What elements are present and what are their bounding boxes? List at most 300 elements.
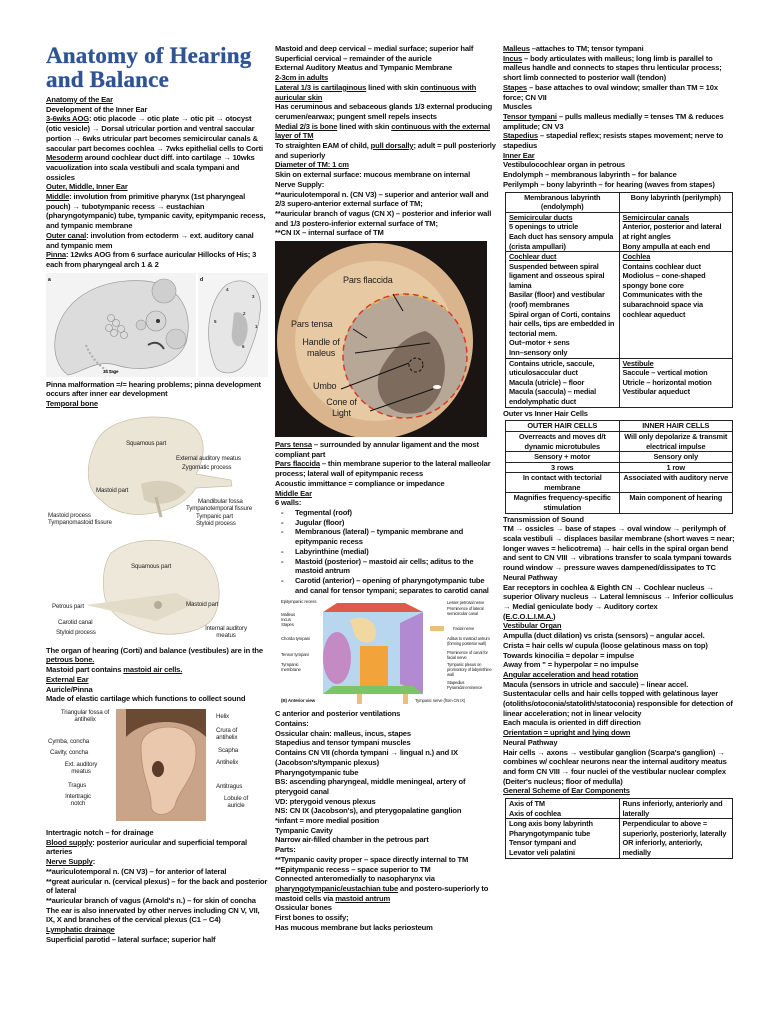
label-pars-flaccida: Pars flaccida [343, 275, 393, 286]
table-cell: Will only depolarize & transmit electrical impulse [619, 431, 733, 451]
line-text: **CN IX – internal surface of TM [275, 228, 384, 238]
line-text: around cochlear duct diff. into cartilage → 10wks vacuolization into scala vestibuli and scala tympani and ossicles [46, 153, 255, 182]
wall-list-item: - Carotid (anterior) – opening of pharyngotympanic tube and canal for tensor tympani; separates to carotid canal [275, 576, 497, 595]
line-text: BS: ascending pharyngeal, middle meningeal, artery of pterygoid canal [275, 777, 466, 796]
text-line [275, 54, 497, 64]
underlined-term: Mesoderm [46, 153, 83, 163]
section-heading: Middle Ear [275, 488, 312, 498]
text-line [503, 131, 735, 150]
text-line [503, 689, 735, 718]
text-line [275, 180, 497, 190]
line-text: C anterior and posterior ventilations [275, 709, 401, 719]
line-text: Hair cells → axons → vestibular ganglion (Scarpa's ganglion) → combines w/ cochlear neurons near the internal auditory meatus and form CN VIII → four nuclei of the vestibular nuclear complex (Deiter's nucleus; floor of medulla) [503, 747, 727, 786]
text-line [503, 621, 735, 631]
table-row [506, 819, 733, 858]
figure-temporal-bone-medial [46, 533, 268, 643]
label-mastoid-part-medial: Mastoid part [186, 600, 219, 608]
underlined-term: Nerve Supply [46, 857, 93, 867]
line-text: Mastoid part contains [46, 665, 124, 675]
label-cone-of-light: Cone of Light [326, 397, 357, 419]
line-text: First bones to ossify; [275, 913, 349, 923]
cell-line: Bony ampulla at each end [622, 241, 711, 251]
underlined-term: 3-6wks AOG [46, 114, 89, 124]
text-line [46, 877, 268, 896]
text-line [46, 105, 268, 115]
column-1 [46, 44, 268, 944]
line-text: Auricle/Pinna [46, 684, 93, 694]
text-line [503, 83, 735, 102]
wall-list-item: - Mastoid (posterior) – mastoid air cells; aditus to the mastoid antrum [275, 557, 497, 576]
text-line [503, 660, 735, 670]
svg-text:3: 3 [252, 293, 255, 299]
text-line [275, 709, 497, 719]
section-heading: 2-3cm in adults [275, 73, 329, 83]
col2-text-block-3 [275, 709, 497, 932]
text-line [503, 680, 735, 690]
hair-cells-table-body [506, 431, 733, 513]
line-text: **great auricular n. (cervical plexus) – for the back and posterior of lateral [46, 876, 268, 896]
line-text: : otic placode → otic plate → otic pit → otocyst (otic vesicle) → Dorsal utricular portion and ventral saccular portion → 6wks utricular part becomes semicircular canals & saccular part becomes cochlea → 7wks epithelial cells to Corti [46, 114, 263, 153]
cell-title: Vestibule [622, 358, 654, 368]
line-text: – body articulates with malleus; long limb is parallel to malleus handle and connects to stapes thru lenticular process; short limb connected to posterior wall (tendon) [503, 53, 722, 83]
line-text: **auricular branch of vagus (Arnold's n.) – for skin of concha [46, 895, 256, 905]
table-cell: 1 row [619, 462, 733, 473]
col3-text-block-2 [503, 515, 735, 796]
text-line [275, 738, 497, 748]
label-mastoid-process: Mastoid process [48, 511, 91, 519]
label-epitympanic-recess: Epitympanic recess [281, 599, 317, 605]
line-text: Parts: [275, 845, 296, 855]
line-text: **Epitympanic recess – space superior to TM [275, 864, 431, 874]
cell-line: Long axis bony labyrinth [509, 819, 593, 829]
label-styloid-process: Styloid process [196, 519, 236, 527]
underlined-term: Stapes [503, 82, 528, 92]
cell-title: Semicircular ducts [509, 212, 573, 222]
cell-title: Cochlear duct [509, 252, 557, 262]
text-line [503, 170, 735, 180]
text-line [46, 182, 268, 192]
label-tragus: Tragus [68, 781, 87, 789]
text-line [46, 867, 268, 877]
text-line [275, 141, 497, 160]
label-triangular-fossa: Triangular fossa of antihelix [60, 708, 110, 723]
underlined-term: Stapedius [503, 131, 538, 141]
label-facial-nerve: Facial nerve [453, 626, 475, 632]
section-heading: Anatomy of the Ear [46, 95, 113, 104]
label-tympanic-part: Tympanic part [196, 512, 233, 520]
line-text: : posterior auricular and superficial temporal arteries [46, 837, 248, 857]
text-line [503, 54, 735, 83]
text-line [46, 906, 268, 925]
cell-line: Tensor tympani and [509, 838, 576, 848]
col1-text-block-3 [46, 646, 268, 704]
line-text: Vestibulocochlear organ in petrous [503, 160, 625, 170]
line-text: lined with skin [337, 121, 392, 131]
col2-text-block-2 [275, 440, 497, 508]
underlined-term: Pars flaccida [275, 459, 320, 469]
text-line [275, 719, 497, 729]
underlined-term: Lateral 1/3 is cartilaginous [275, 82, 367, 92]
line-text: External Auditory Meatus and Tympanic Membrane [275, 63, 453, 73]
label-helix: Helix [216, 712, 230, 720]
hair-cells-heading: Outer vs Inner Hair Cells [503, 408, 588, 418]
general-scheme-table-body [506, 799, 733, 859]
text-line [275, 923, 497, 933]
text-line [275, 63, 497, 73]
label-umbo: Umbo [313, 381, 337, 392]
text-line [275, 777, 497, 796]
svg-text:34 Tage: 34 Tage [103, 368, 119, 374]
line-text: Skin on external surface: mucous membrane on internal [275, 170, 471, 180]
title-line-2: and Balance [46, 67, 169, 92]
line-text: Sustentacular cells and hair cells topped with gelatinous layer (otoliths/otoconia/statolith/statoconia) responsible for detection of linear acceleration; not in linear velocity [503, 689, 733, 718]
cell-line: Contains utricle, saccule, uticulosaccular duct [509, 358, 595, 378]
line-text: – surrounded by annular ligament and the most compliant part [275, 440, 479, 459]
labyrinth-table [505, 192, 733, 408]
label-stapes: Stapes [281, 622, 294, 628]
text-line [46, 857, 268, 867]
label-canal-facial-nerve: Prominence of canal for facial nerve [447, 650, 488, 661]
svg-text:d: d [200, 276, 203, 283]
line-text: **Tympanic cavity proper – space directly internal to TM [275, 854, 469, 864]
figure-middle-ear-walls [275, 598, 497, 706]
line-text: Ossicular bones [275, 903, 332, 913]
text-line [275, 748, 497, 767]
text-line [275, 835, 497, 845]
section-heading: Diameter of TM: 1 cm [275, 160, 349, 170]
column-2 [275, 44, 497, 932]
cell-line: 5 openings to utricle [509, 222, 579, 232]
line-text: NS: CN IX (Jacobson's), and pterygopalatine ganglion [275, 806, 462, 816]
text-line [46, 665, 268, 675]
text-line [46, 838, 268, 857]
line-text: – stapedial reflex; resists stapes movement; nerve to stapedius [503, 131, 724, 151]
text-line [46, 828, 268, 838]
cell-title: Semicircular canals [622, 212, 690, 222]
text-line [46, 896, 268, 906]
underlined-term: pull dorsally [370, 141, 414, 151]
text-line [46, 250, 268, 269]
label-tensor-tympani: Tensor tympani [281, 652, 309, 658]
label-mandibular-fossa: Mandibular fossa [198, 497, 243, 505]
text-line [275, 845, 497, 855]
table-cell [619, 252, 733, 359]
table-cell: Sensory only [619, 452, 733, 463]
line-text: **auricular branch of vagus (CN X) – posterior and inferior wall and 1/3 postero-inferior external surface of TM; [275, 208, 492, 228]
line-text: Made of elastic cartilage which functions to collect sound [46, 694, 246, 704]
wall-list-item: - Jugular (floor) [275, 518, 497, 528]
cell-line: Inn–sensory only [509, 348, 568, 358]
text-line [503, 786, 735, 796]
text-line [503, 641, 735, 651]
line-text: – thin membrane superior to the lateral malleolar process; lateral wall of epitympanic recess [275, 459, 491, 479]
table-cell [619, 358, 733, 407]
table-row [506, 799, 733, 819]
svg-text:2: 2 [243, 310, 246, 316]
line-text: Superficial cervical – remainder of the auricle [275, 53, 432, 63]
col3-text-block-1 [503, 44, 735, 190]
text-line [46, 935, 268, 945]
svg-text:a: a [48, 276, 51, 283]
svg-text:1: 1 [255, 323, 258, 329]
line-text: Has ceruminous and sebaceous glands 1/3 external producing cerumen/earwax; pungent smell repels insects [275, 102, 493, 121]
line-text: and postero-superiorly to mastoid cells via [275, 883, 489, 903]
wall-list-item: - Tegmental (roof) [275, 508, 497, 518]
text-line [46, 192, 268, 231]
label-aditus-mastoid-antrum: Aditus to mastoid antrum (forming posterior wall) [447, 636, 490, 647]
text-line [275, 816, 497, 826]
col1-text-block-4 [46, 828, 268, 944]
text-line [503, 160, 735, 170]
text-line [275, 865, 497, 875]
underlined-term: Middle [46, 192, 70, 202]
text-line [275, 102, 497, 121]
text-line [503, 651, 735, 661]
label-intertragic-notch: Intertragic notch [65, 792, 91, 807]
line-text: Towards kinocilia = depolar = impulse [503, 650, 635, 660]
section-heading: Inner Ear [503, 150, 535, 160]
text-line [275, 855, 497, 865]
table-cell [506, 358, 620, 407]
cell-line: Modiolus – cone-shaped spongy bone core [622, 271, 706, 290]
label-chorda-tympani: Chorda tympani [281, 636, 310, 642]
text-line [503, 718, 735, 728]
label-squamous-part-medial: Squamous part [131, 562, 172, 570]
labyrinth-table-body [506, 212, 733, 407]
cell-line: Vestibular aqueduct [622, 387, 690, 397]
section-heading: Angular acceleration and head rotation [503, 669, 639, 679]
text-line [275, 228, 497, 238]
svg-text:5: 5 [214, 318, 217, 324]
line-text: – base attaches to oval window; smaller than TM = 10x force; CN VII [503, 82, 718, 102]
label-lesser-petrosal-nerve: Lesser petrosal nerve [447, 600, 485, 606]
underlined-term: petrous bone. [46, 655, 95, 665]
line-text: : 12wks AOG from 6 surface auricular Hillocks of His; 3 each from pharyngeal arch 1 & 2 [46, 250, 257, 269]
cell-line: Suspended between spiral ligament and osseous spiral lamina [509, 261, 605, 290]
line-text: lined with skin [366, 82, 421, 92]
text-line [503, 44, 735, 54]
middle-ear-walls-list [275, 508, 497, 595]
table-row [506, 452, 733, 463]
section-heading: Lymphatic drainage [46, 925, 115, 935]
text-line [275, 160, 497, 170]
text-line [275, 768, 497, 778]
label-petrous-part: Petrous part [52, 602, 84, 610]
table-cell: Magnifies frequency-specific stimulation [506, 493, 620, 513]
table-row [506, 212, 733, 251]
svg-text:6: 6 [242, 343, 245, 349]
text-line [46, 114, 268, 153]
line-text: Development of the Inner Ear [46, 104, 148, 114]
line-text: Endolymph – membranous labyrinth – for balance [503, 170, 677, 180]
text-line [275, 806, 497, 816]
section-heading: Vestibular Organ [503, 621, 562, 631]
text-line [275, 884, 497, 903]
label-pyramidal-eminence: Pyramidal eminence [447, 685, 483, 691]
line-text: Neural Pathway [503, 737, 558, 747]
svg-text:4: 4 [226, 286, 229, 292]
wall-list-item: - Membranous (lateral) – tympanic membrane and epitympanic recess [275, 527, 497, 546]
line-text: Perilymph – bony labyrinth – for hearing (waves from stapes) [503, 179, 715, 189]
underlined-term: Pinna [46, 250, 66, 260]
line-text: Ampulla (duct dilation) vs crista (sensors) – angular accel. [503, 631, 705, 641]
table-cell: Associated with auditory nerve [619, 473, 733, 493]
label-crura-of-antihelix: Crura of antihelix [216, 726, 238, 741]
label-mastoid-part: Mastoid part [96, 486, 129, 494]
text-line [46, 694, 268, 704]
table-cell: Sensory + motor [506, 452, 620, 463]
line-text: Intertragic notch – for drainage [46, 827, 154, 837]
line-text: Ossicular chain: malleus, incus, stapes [275, 728, 411, 738]
cell-line: endolymphatic duct [509, 397, 577, 407]
table-row [506, 431, 733, 451]
label-zygomatic-process: Zygomatic process [182, 463, 232, 471]
underlined-term: Blood supply [46, 837, 93, 847]
line-text: Contains: [275, 719, 309, 729]
text-line [503, 612, 735, 622]
text-line [275, 489, 497, 499]
text-line [275, 826, 497, 836]
line-text: Muscles [503, 102, 532, 112]
section-heading: Orientation = upright and lying down [503, 728, 631, 738]
table-cell: In contact with tectorial membrane [506, 473, 620, 493]
header-outer-hair-cells: OUTER HAIR CELLS [506, 421, 620, 432]
label-scapha: Scapha [218, 746, 239, 754]
line-text: Pharyngotympanic tube [275, 767, 359, 777]
underlined-term: Pars tensa [275, 440, 312, 450]
underlined-term: mastoid air cells. [123, 665, 183, 675]
table-row [506, 358, 733, 407]
cell-line: Spiral organ of Corti, contains hair cells, tips are embedded in tectorial mem. [509, 309, 615, 338]
text-line [503, 670, 735, 680]
text-line [275, 729, 497, 739]
line-text: Narrow air-filled chamber in the petrous part [275, 835, 429, 845]
text-line [503, 738, 735, 748]
table-cell [619, 799, 733, 819]
cell-line: Anterior, posterior and lateral at right angles [622, 222, 722, 241]
line-text: Superficial parotid – lateral surface; superior half [46, 934, 216, 944]
label-cavity-concha: Cavity, concha [50, 748, 89, 756]
line-text: Acoustic immittance = compliance or impedance [275, 478, 445, 488]
table-cell: Main component of hearing [619, 493, 733, 513]
text-line [503, 583, 735, 612]
text-line [503, 102, 735, 112]
text-line [275, 170, 497, 180]
text-line [275, 44, 497, 54]
label-incus: Incus [281, 617, 291, 623]
cell-line: Utricle – horizontal motion [622, 377, 712, 387]
section-heading: General Scheme of Ear Components [503, 786, 630, 796]
section-heading: External Ear [46, 674, 89, 684]
line-text: Has mucous membrane but lacks periosteum [275, 922, 433, 932]
label-tympanic-plexus: Tympanic plexus on promontory of labyrinthine wall [447, 662, 492, 678]
text-line [503, 112, 735, 131]
table-cell [506, 819, 620, 858]
text-line [275, 209, 497, 228]
table-cell [619, 212, 733, 251]
text-line [46, 646, 268, 665]
underlined-term: continuous with the external layer of TM [275, 121, 491, 141]
embryo-ear-illustration [46, 273, 268, 377]
text-line [503, 748, 735, 787]
line-text: 6 walls: [275, 498, 302, 508]
label-squamous-part: Squamous part [126, 439, 167, 447]
text-line [503, 515, 735, 525]
text-line [275, 913, 497, 923]
header-bony-labyrinth: Bony labyrinth (perilymph) [619, 192, 733, 212]
label-carotid-canal: Carotid canal [58, 618, 93, 626]
table-row [506, 473, 733, 493]
text-line [46, 399, 268, 409]
line-text: Stapedius and tensor tympani muscles [275, 738, 411, 748]
cell-line: Macula (saccula) – medial [509, 387, 597, 397]
underlined-term: Tensor tympani [503, 111, 557, 121]
line-text: The organ of hearing (Corti) and balance (vestibules) are in the [46, 645, 263, 655]
header-membranous-labyrinth: Membranous labyrinth (endolymph) [506, 192, 620, 212]
figure-auricle [46, 707, 268, 825]
text-line [275, 903, 497, 913]
text-line [46, 925, 268, 935]
column-3 [503, 44, 735, 860]
label-lateral-semicircular-canal: Prominence of lateral semicircular canal [447, 606, 484, 617]
label-internal-auditory-meatus: Internal auditory meatus [205, 624, 247, 639]
text-line [46, 153, 268, 182]
label-antitragus: Antitragus [216, 782, 243, 790]
line-text: Connected anteromedially to nasopharynx via [275, 874, 435, 884]
text-line [275, 190, 497, 209]
line-text: – pulls malleus medially = tenses TM & reduces amplitude; CN V3 [503, 111, 724, 131]
general-scheme-table [505, 798, 733, 859]
text-line [275, 459, 497, 478]
cell-line: Runs inferiorly, anteriorly and laterally [622, 799, 723, 818]
table-cell: 3 rows [506, 462, 620, 473]
line-text: ; adult = pull posteriorly and superiorly [275, 141, 496, 160]
table-cell [619, 819, 733, 858]
table-cell [506, 212, 620, 251]
line-text: Each macula is oriented in diff direction [503, 718, 641, 728]
table-cell: Overreacts and moves d/t dynamic microtubules [506, 431, 620, 451]
header-inner-hair-cells: INNER HAIR CELLS [619, 421, 733, 432]
cell-line: Pharyngotympanic tube [509, 828, 591, 838]
label-antihelix: Antihelix [216, 758, 239, 766]
cell-line: Axis of cochlea [509, 808, 561, 818]
text-line [503, 728, 735, 738]
line-text: Ear receptors in cochlea & Eighth CN → Cochlear nucleus → superior Olivary nucleus → Lateral lemniscus → Inferior colliculus → Medial geniculate body → Auditory cortex [503, 582, 734, 611]
figure-pinna-embryology [46, 273, 268, 377]
underlined-term: mastoid antrum [335, 893, 391, 903]
line-text: Contains CN VII (chorda tympani → lingual n.) and IX (Jacobson's/tympanic plexus) [275, 748, 458, 767]
label-tympanic-membrane: Tympanic membrane [281, 662, 301, 673]
label-pars-tensa: Pars tensa [291, 319, 333, 330]
line-text: Mastoid and deep cervical – medial surface; superior half [275, 44, 474, 53]
line-text: Macula (sensors in utricle and saccule) – linear accel. [503, 679, 689, 689]
text-line [503, 631, 735, 641]
line-text: *infant = more medial position [275, 816, 380, 826]
cell-line: Perpendicular to above = superiorly, posteriorly, laterally OR inferiorly, anteriorly, medially [622, 819, 727, 858]
col1-text-block-1 [46, 95, 268, 270]
text-line [275, 874, 497, 884]
cell-line: Saccule – vertical motion [622, 368, 708, 378]
figure-temporal-bone-lateral [46, 412, 268, 530]
line-text: Tympanic Cavity [275, 825, 333, 835]
wall-list-item: - Labyrinthine (medial) [275, 547, 497, 557]
cell-line: Communicates with the subarachnoid space via cochlear aqueduct [622, 290, 703, 319]
text-line [46, 675, 268, 685]
text-line [503, 524, 735, 573]
line-text: : [92, 857, 96, 867]
label-styloid-process-medial: Styloid process [56, 628, 96, 636]
line-text: VD: pterygoid venous plexus [275, 796, 376, 806]
